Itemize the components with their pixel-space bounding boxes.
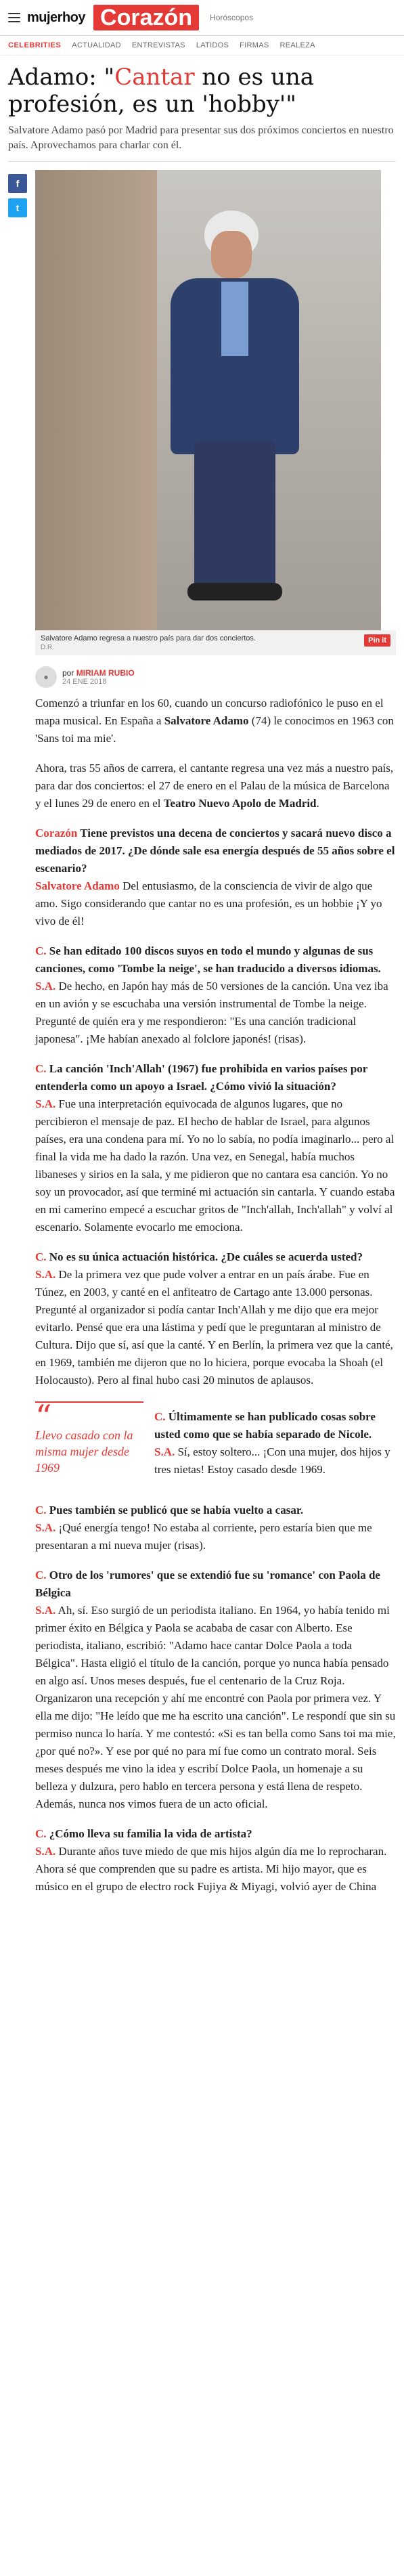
photo-caption-bar [35, 630, 396, 655]
photo-credit: D.R. [41, 644, 54, 651]
question-text: La canción 'Inch'Allah' (1967) fue prohibida en varios países por entenderla como un apoyo a Israel. ¿Cómo vivió la situación? [35, 1062, 368, 1093]
author-line [62, 668, 135, 678]
answer-text: ¡Qué energía tengo! No estaba al corriente, pero estaría bien que me presentaran a mi nueva mujer (risas). [35, 1521, 372, 1552]
answer-label: S.A. [35, 980, 56, 992]
answer-text: Ah, sí. Eso surgió de un periodista italiano. En 1964, yo había tenido mi primer éxito en Bélgica y Paola se acababa de casar con Alberto. Ese periodista, italiano, escribió: "Adamo hace cantar Dolce Paola a toda Bélgica". Hasta eligió el título de la canción, porque yo nunca había pensado en algo así. Unos meses después, fue el centenario de la Cruz Roja. Organizaron una recepción y ahí me encontré con Paola por primera vez. Y ella me dijo: "He leído que me ha escrito una canción". Le respondí que sin su permiso nunca lo haría. Y me contestó: «Si es tan bella como Sans toi ma mie, ¿por qué no?». Y ese por qué no para mí fue como un contrato moral. Seis meses después me vino la idea y escribí Dolce Paola, un homenaje a su belleza y dulzura, pero hablo en tercera persona y está llena de respeto. Además, nunca nos vimos fuera de un acto oficial. [35, 1604, 396, 1810]
question-label: Corazón [35, 827, 78, 839]
qa-4 [35, 1248, 396, 1389]
text-run: Comenzó a triunfar en los 60, cuando un concurso radiofónico le puso en el mapa musical. En España a [35, 697, 384, 727]
answer-text: Del entusiasmo, de la consciencia de vivir de algo que amo. Sigo considerando que cantar no es una profesión, es un hobbie ¡Y yo vivo de él! [35, 879, 382, 927]
question-label: C. [35, 1827, 47, 1840]
pinit-button[interactable]: Pin it [364, 634, 390, 647]
answer-label: Salvatore Adamo [35, 879, 120, 892]
nav-item-latidos[interactable]: LATIDOS [196, 41, 229, 49]
question-label: C. [35, 1569, 47, 1581]
corazon-logo[interactable]: Corazón [93, 5, 199, 30]
page-title [8, 64, 396, 118]
nav-item-entrevistas[interactable]: ENTREVISTAS [131, 41, 185, 49]
quote-icon: “ [35, 1398, 52, 1436]
photo-shoes [187, 583, 282, 601]
photo-caption: Salvatore Adamo regresa a nuestro país para dar dos conciertos. [41, 634, 256, 642]
section-label[interactable]: CELEBRITIES [8, 41, 62, 49]
question-text: Tiene previstos una decena de conciertos y sacará nuevo disco a mediados de 2017. ¿De dónde sale esa energía después de 55 años sobre el escenario? [35, 827, 395, 875]
mujerhoy-logo[interactable]: mujerhoy [27, 9, 86, 25]
qa-2 [35, 942, 396, 1048]
photo-legs [194, 441, 275, 590]
answer-text: De la primera vez que pude volver a entrar en un país árabe. Fue en Túnez, en 2003, y canté en el anfiteatro de Cartago ante 13.000 personas. Pregunté al organizador si podía cantar Inch'Allah y me dijo que era mejor evitarlo. Pensé que era una lástima y pedí que le preguntaran al ministro de Cultura. Dijo que sí, así que la canté. Y en Berlín, la primera vez que la canté, en 1969, también me dijeron que no lo hiciera, porque evocaba la Shoah (el Holocausto). Pero al final hubo casi 20 minutos de aplausos. [35, 1268, 393, 1387]
article-dek: Salvatore Adamo pasó por Madrid para presentar sus dos próximos conciertos en nuestro país. Aprovechamos para charlar con él. [8, 123, 396, 162]
top-bar [0, 0, 404, 36]
author-prefix: por [62, 668, 74, 678]
qa-7 [35, 1567, 396, 1813]
question-text: Se han editado 100 discos suyos en todo el mundo y algunas de sus canciones, como 'Tombe la neige', se han traducido a diversos idiomas. [35, 944, 381, 975]
question-text: Últimamente se han publicado cosas sobre usted como que se había separado de Nicole. [154, 1410, 376, 1441]
title-pre: Adamo: " [8, 64, 115, 91]
title-post: no es una profesión, es un 'hobby'" [8, 64, 315, 118]
photo-face [211, 231, 252, 278]
text-run: . [316, 797, 319, 810]
section-nav [0, 36, 404, 56]
question-text: Pues también se publicó que se había vuelto a casar. [46, 1504, 304, 1516]
qa-3 [35, 1060, 396, 1236]
twitter-icon[interactable]: t [8, 198, 27, 217]
question-text: No es su única actuación histórica. ¿De cuáles se acuerda usted? [46, 1250, 363, 1263]
qa-6 [35, 1502, 396, 1554]
answer-label: S.A. [35, 1845, 56, 1858]
answer-text: Durante años tuve miedo de que mis hijos algún día me lo reprocharan. Ahora sé que comprenden que su padre es artista. Mi hijo mayor, que es músico en el grupo de electro rock Fujiya & Miyagi, volvió ayer de China [35, 1845, 387, 1893]
text-run: Ahora, tras 55 años de carrera, el cantante regresa una vez más a nuestro país, para dar dos conciertos: el 27 de enero en el Palau de la música de Barcelona y el lunes 29 de enero en el [35, 762, 394, 810]
nav-item-firmas[interactable]: FIRMAS [240, 41, 269, 49]
nav-item-realeza[interactable]: REALEZA [279, 41, 315, 49]
text-run: (74) le conocimos en 1963 con 'Sans toi ma mie'. [35, 714, 394, 745]
pull-quote [35, 1398, 143, 1491]
horoscopos-link[interactable]: Horóscopos [210, 13, 254, 22]
hero-photo [35, 170, 381, 630]
answer-label: S.A. [35, 1097, 56, 1110]
title-accent: Cantar [114, 64, 195, 91]
answer-text: Fue una interpretación equivocada de algunos lugares, que no percibieron el mensaje de paz. El hecho de hablar de Israel, para algunos países, era una condena para mí. Yo no lo sabía, no podía imaginarlo... pero al final la vida me ha dado la razón. Una vez, en Senegal, había muchos libaneses y sirios en la sala, y me pidieron que no cantara esa canción. Yo no soy un provocador, así que terminé mi actuación sin cantarla. Y cuando estaba en mi camerino empecé a escuchar gritos de "Inch'allah, Inch'allah" y volví al escenario. Solamente evocarlo me emociona. [35, 1097, 395, 1234]
question-label: C. [35, 1504, 47, 1516]
question-text: ¿Cómo lleva su familia la vida de artista? [46, 1827, 252, 1840]
photo-door [35, 170, 157, 630]
answer-label: S.A. [35, 1268, 56, 1281]
venue-name: Teatro Nuevo Apolo de Madrid [163, 797, 317, 810]
pull-quote-text: Llevo casado con la misma mujer desde 1969 [35, 1428, 133, 1475]
facebook-icon[interactable]: f [8, 174, 27, 193]
answer-label: S.A. [35, 1604, 56, 1617]
question-label: C. [35, 944, 47, 957]
content-area [0, 170, 404, 1908]
answer-text: Sí, estoy soltero... ¡Con una mujer, dos hijos y tres nietas! Estoy casado desde 1969. [154, 1445, 390, 1476]
publish-date: 24 ENE 2018 [62, 678, 107, 686]
answer-text: De hecho, en Japón hay más de 50 versiones de la canción. Una vez iba en un avión y se escuchaba una versión instrumental de Tombe la neige. Pregunté de quién era y me respondieron: "Es una canción tradicional japonesa". ¡Me habían anexado al folclore japonés! (risas). [35, 980, 388, 1045]
answer-label: S.A. [154, 1445, 175, 1458]
author-name[interactable]: MIRIAM RUBIO [76, 668, 135, 678]
question-label: C. [154, 1410, 166, 1423]
article-body [35, 170, 396, 1908]
nav-item-actualidad[interactable]: ACTUALIDAD [72, 41, 121, 49]
question-label: C. [35, 1250, 47, 1263]
intro-paragraph-2 [35, 760, 396, 812]
artist-name: Salvatore Adamo [164, 714, 249, 727]
menu-icon[interactable] [8, 13, 20, 22]
share-column [8, 170, 35, 1908]
byline [35, 666, 396, 688]
question-text: Otro de los 'rumores' que se extendió fue su 'romance' con Paola de Bélgica [35, 1569, 380, 1599]
qa-5-with-pullquote [35, 1398, 396, 1491]
qa-1 [35, 825, 396, 930]
question-label: C. [35, 1062, 47, 1075]
intro-paragraph-1 [35, 695, 396, 747]
answer-label: S.A. [35, 1521, 56, 1534]
qa-5 [154, 1408, 396, 1479]
photo-shirt [221, 282, 248, 356]
avatar: ● [35, 666, 57, 688]
qa-8 [35, 1825, 396, 1896]
